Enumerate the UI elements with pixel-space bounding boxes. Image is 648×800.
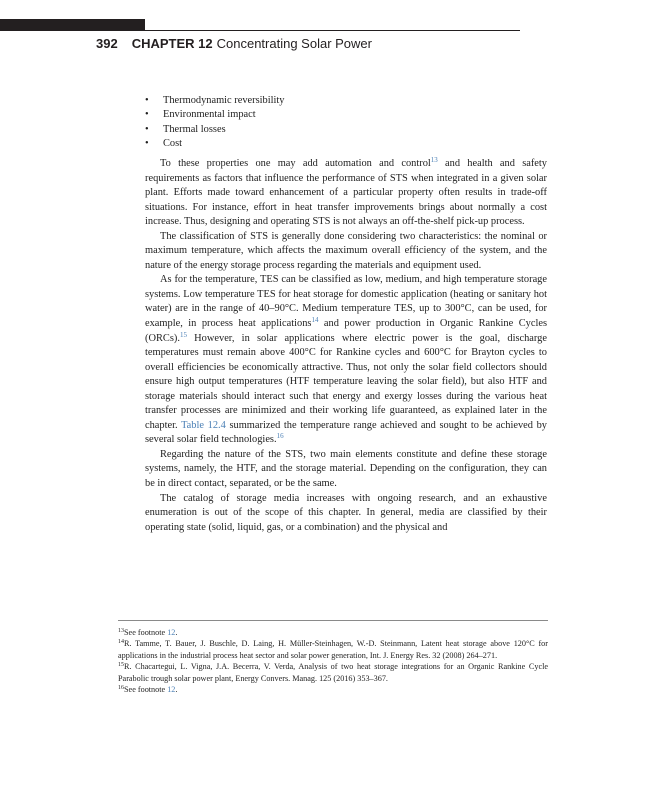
- paragraph: Regarding the nature of the STS, two main elements constitute and define these storage systems, namely, the HTF, and the storage material. Depending on the configuration, they can be in direct contact, separated, or be the same.: [145, 448, 547, 490]
- header-rule: [0, 30, 520, 31]
- footnote-divider: [118, 620, 548, 621]
- footnote-period: .: [175, 685, 178, 695]
- footnote-number: 14: [118, 639, 124, 646]
- footnote-16: [118, 684, 548, 695]
- text-run: To these properties one may add automation and control: [160, 158, 431, 169]
- paragraph: [145, 273, 547, 448]
- footnote-text: See footnote: [124, 628, 168, 637]
- page-number: 392: [96, 36, 118, 51]
- footnote-link[interactable]: 12: [167, 628, 176, 637]
- chapter-title: Concentrating Solar Power: [216, 36, 372, 51]
- chapter-label: CHAPTER 12: [131, 36, 213, 51]
- footnote-link[interactable]: 12: [167, 685, 176, 695]
- footnote-text: R. Chacartegui, L. Vigna, J.A. Becerra, V. Verda, Analysis of two heat storage integrations for an Organic Rankine Cycle Parabolic trough solar power plant, Energy Convers. Manag. 125 (2016) 353–367.: [118, 662, 548, 683]
- footnote-14: [118, 638, 548, 661]
- running-header: [96, 36, 372, 51]
- footnote-text: R. Tamme, T. Bauer, J. Buschle, D. Laing, H. Müller-Steinhagen, W.-D. Steinmann, Latent heat storage above 120°C for applications in the industrial process heat sector and solar power generation, Int. J. Energy Res. 32 (2008) 264–271.: [118, 639, 548, 660]
- paragraph: The classification of STS is generally done considering two characteristics: the nominal or maximum temperature, which affects the maximum overall efficiency of the system, and the nature of the energy storage process regarding the materials and equipment used.: [145, 230, 547, 271]
- footnote-number: 13: [118, 628, 124, 634]
- footnote-ref-16[interactable]: 16: [276, 432, 284, 441]
- bullet-item: • Thermal losses: [145, 123, 525, 137]
- footnote-ref-14[interactable]: 14: [311, 316, 319, 325]
- footnote-15: [118, 661, 548, 684]
- text-run: and power production in Organic Rankine Cycles (ORCs).: [145, 318, 547, 344]
- body-text: [145, 157, 547, 535]
- footnote-13: [118, 627, 548, 638]
- footnote-number: 16: [118, 685, 124, 692]
- text-run: summarized the temperature range achieved and sought to be achieved by several solar field technologies.: [145, 419, 547, 446]
- table-link[interactable]: Table 12.4: [181, 419, 226, 431]
- bullet-item: • Environmental impact: [145, 108, 525, 122]
- footnote-period: .: [175, 628, 178, 637]
- bullet-item: • Cost: [145, 137, 525, 151]
- footnote-ref-13[interactable]: 13: [430, 156, 438, 164]
- footnotes: [118, 627, 548, 695]
- property-bullet-list: [145, 94, 525, 151]
- paragraph: [145, 157, 547, 230]
- footnote-text: See footnote: [124, 685, 168, 695]
- text-run: However, in solar applications where electric power is the goal, discharge temperatures must remain above 400°C for Rankine cycles and 600°C for Brayton cycles to overall efficiencies be economically attractive. Thus, not only the solar field collectors should ensure high output temperatures (HTF temperature leaving the solar field), but also HTF and storage materials should interact such that energy and exergy losses during the various heat transfer processes are minimized and their working life guaranteed, as explained later in the chapter.: [145, 332, 547, 431]
- footnote-ref-15[interactable]: 15: [179, 330, 187, 339]
- paragraph: The catalog of storage media increases with ongoing research, and an exhaustive enumeration is out of the scope of this chapter. In general, media are classified by their operating state (solid, liquid, gas, or a combination) and the physical and: [145, 492, 547, 533]
- text-run: and health and safety requirements as factors that influence the performance of STS when integrated in a given solar plant. Efforts made toward enhancement of a particular property often results in trade-off situations. For instance, effort in heat transfer improvements brings about normally a cost increase. Thus, designing and operating STS is not always an off-the-shelf pick-up process.: [145, 158, 547, 228]
- text-run: As for the temperature, TES can be classified as low, medium, and high temperature storage systems. Low temperature TES for heat storage for domestic application (heating or sanitary hot water) are in the range of 40–90°C. Medium temperature TES, up to 300°C, can be used, for example, in process heat applications: [145, 274, 547, 330]
- bullet-item: • Thermodynamic reversibility: [145, 94, 525, 108]
- footnote-number: 15: [118, 662, 124, 669]
